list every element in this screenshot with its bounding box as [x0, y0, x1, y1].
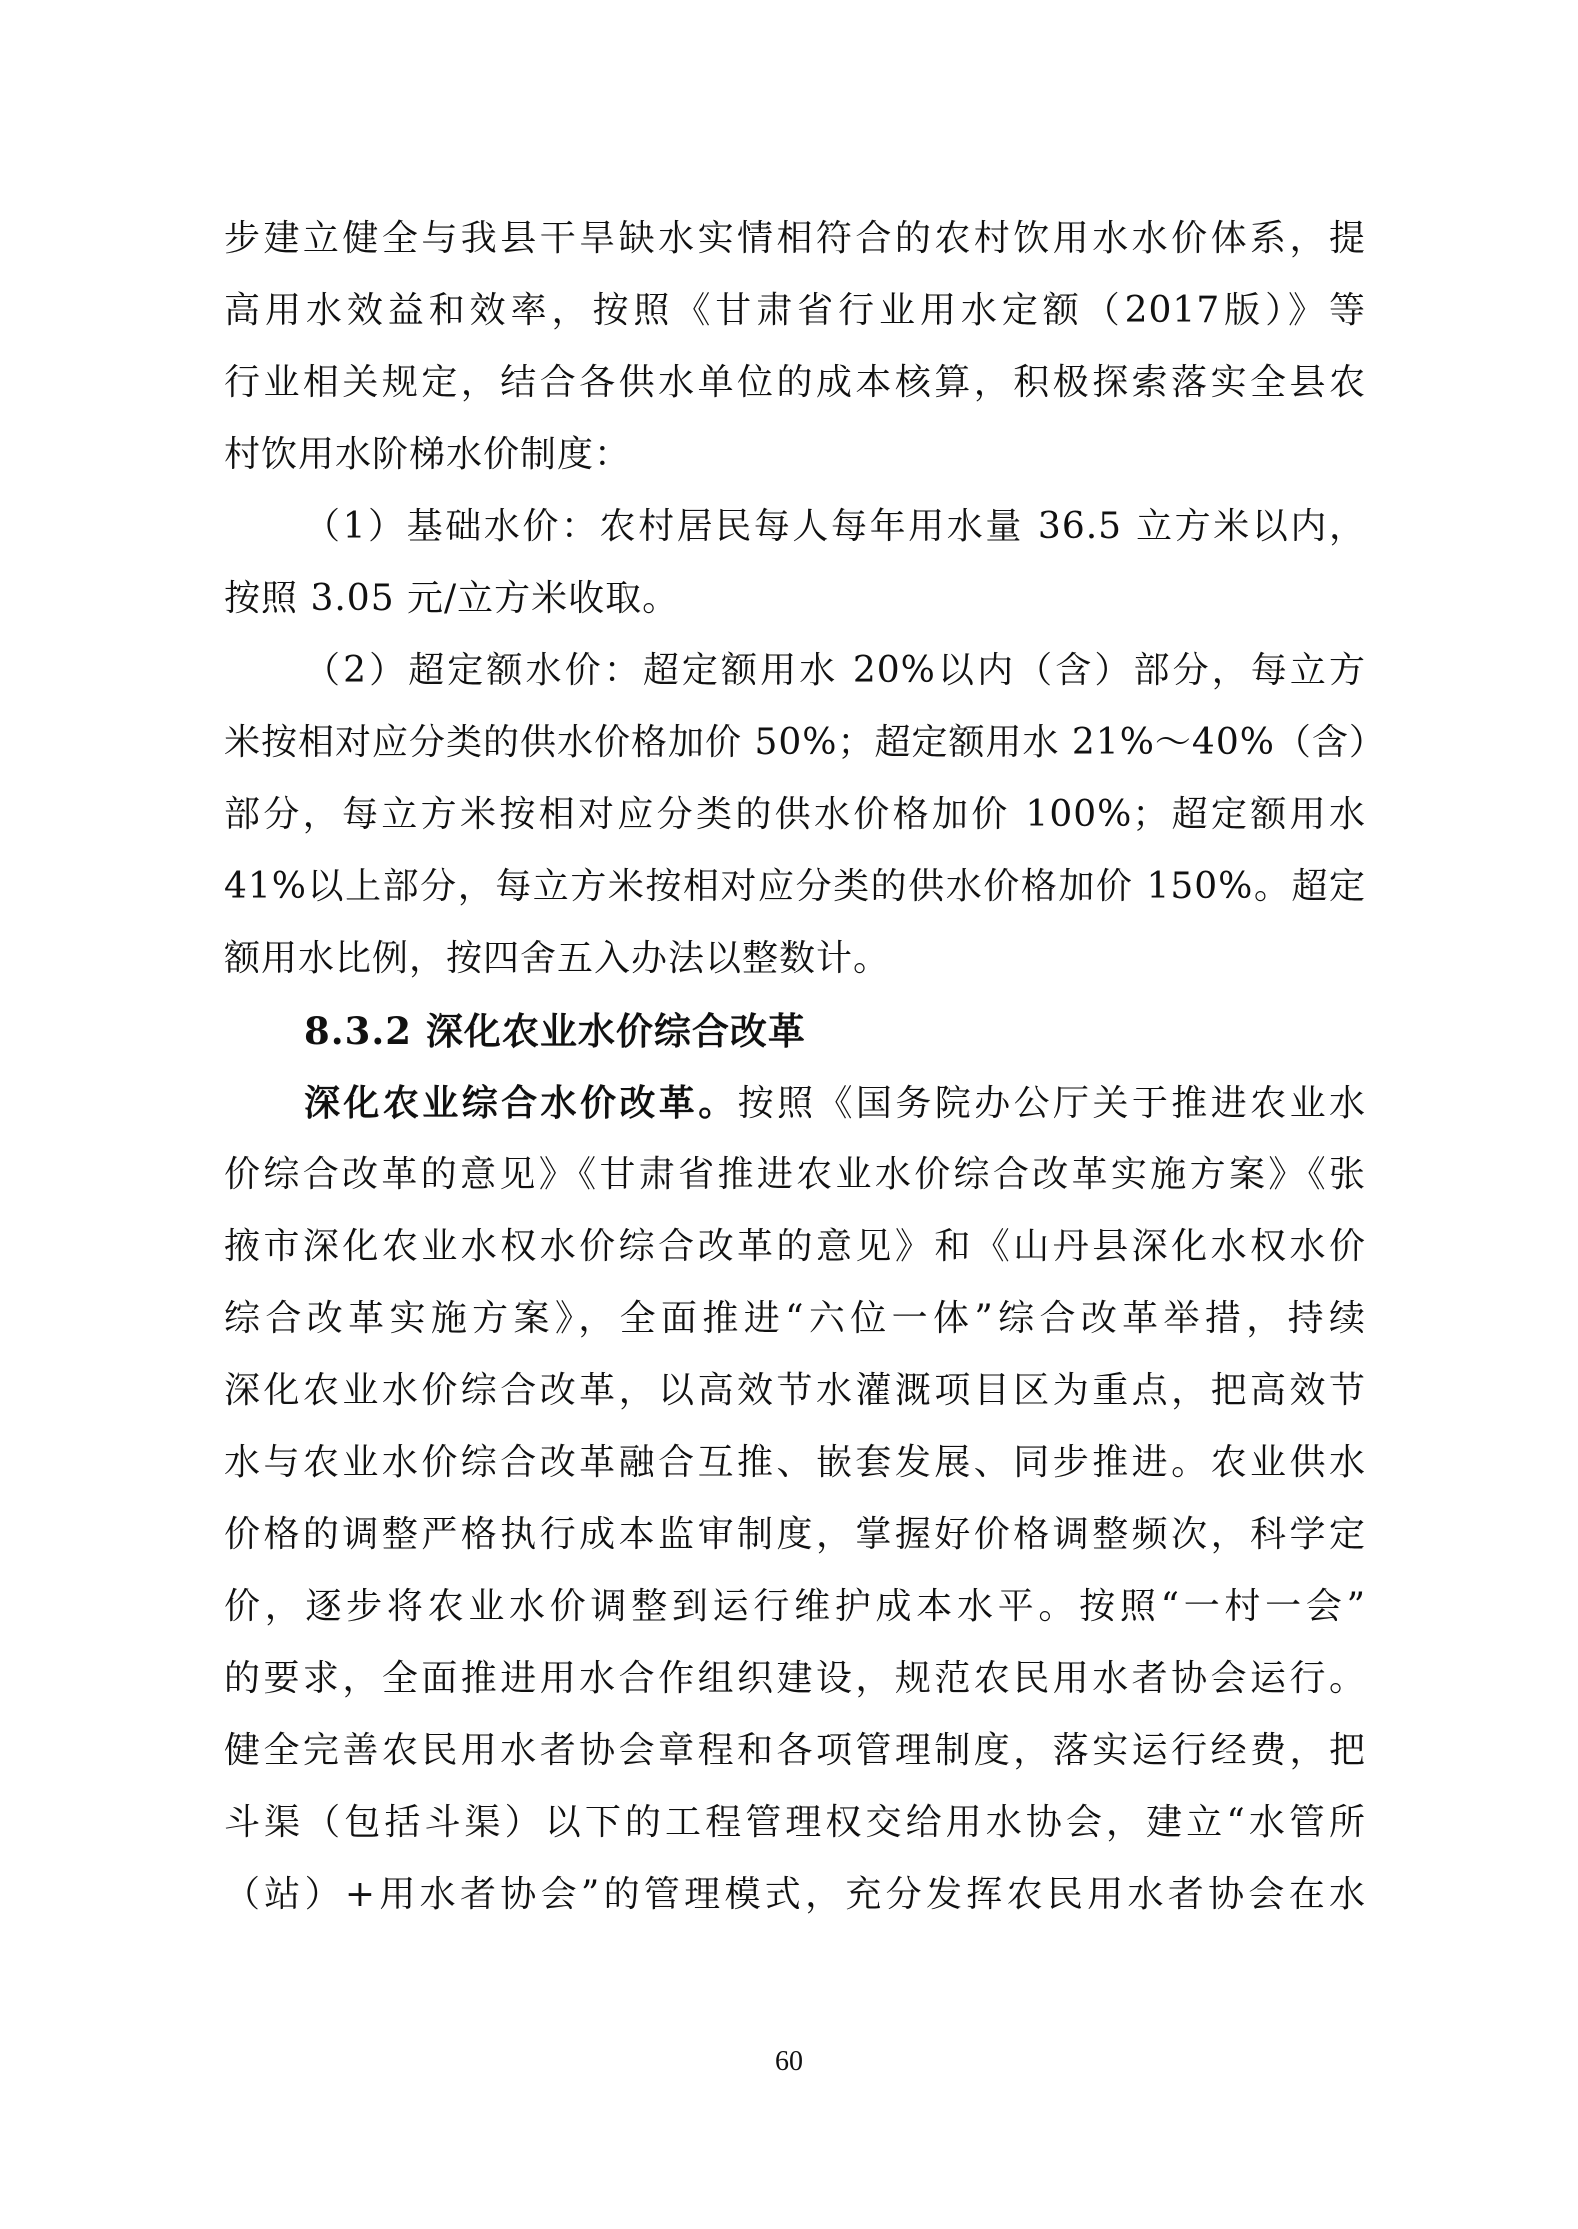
text-line: 按照 3.05 元/立方米收取。	[224, 578, 680, 619]
text-line: 深化农业水价综合改革，以高效节水灌溉项目区为重点，把高效节	[224, 1370, 1366, 1411]
bold-lead: 深化农业综合水价改革。	[304, 1082, 738, 1124]
section-heading: 8.3.2 深化农业水价综合改革	[304, 1009, 806, 1053]
page-number: 60	[775, 2046, 803, 2077]
text-line	[224, 1067, 1366, 1139]
text-line: 行业相关规定，结合各供水单位的成本核算，积极探索落实全县农	[224, 362, 1366, 403]
text-line: 价格的调整严格执行成本监审制度，掌握好价格调整频次，科学定	[224, 1514, 1366, 1555]
text-line: （2）超定额水价：超定额用水 20%以内（含）部分，每立方	[304, 650, 1366, 691]
text-line: 额用水比例，按四舍五入办法以整数计。	[224, 938, 891, 979]
text-line: 41%以上部分，每立方米按相对应分类的供水价格加价 150%。超定	[224, 866, 1366, 907]
text-line: （1）基础水价：农村居民每人每年用水量 36.5 立方米以内，	[304, 506, 1366, 547]
text-line: 步建立健全与我县干旱缺水实情相符合的农村饮用水水价体系，提	[224, 218, 1366, 259]
text-line: 价综合改革的意见》《甘肃省推进农业水价综合改革实施方案》《张	[224, 1154, 1366, 1195]
text-line: 斗渠（包括斗渠）以下的工程管理权交给用水协会，建立“水管所	[224, 1802, 1366, 1843]
text-line: （站）+用水者协会”的管理模式，充分发挥农民用水者协会在水	[224, 1874, 1366, 1915]
body-text	[224, 203, 1386, 1931]
text-line: 健全完善农民用水者协会章程和各项管理制度，落实运行经费，把	[224, 1730, 1366, 1771]
text-line: 高用水效益和效率，按照《甘肃省行业用水定额（2017版）》等	[224, 290, 1366, 331]
text-line: 掖市深化农业水权水价综合改革的意见》和《山丹县深化水权水价	[224, 1226, 1366, 1267]
text-line: 综合改革实施方案》，全面推进“六位一体”综合改革举措，持续	[224, 1298, 1366, 1339]
text-line: 价，逐步将农业水价调整到运行维护成本水平。按照“一村一会”	[224, 1586, 1366, 1627]
text-line: 村饮用水阶梯水价制度：	[224, 434, 632, 475]
text-line: 部分，每立方米按相对应分类的供水价格加价 100%；超定额用水	[224, 794, 1366, 835]
text-line: 米按相对应分类的供水价格加价 50%；超定额用水 21%～40%（含）	[224, 722, 1386, 763]
text-line-rest: 按照《国务院办公厅关于推进农业水	[737, 1083, 1366, 1124]
text-line: 水与农业水价综合改革融合互推、嵌套发展、同步推进。农业供水	[224, 1442, 1366, 1483]
text-line: 的要求，全面推进用水合作组织建设，规范农民用水者协会运行。	[224, 1658, 1366, 1699]
